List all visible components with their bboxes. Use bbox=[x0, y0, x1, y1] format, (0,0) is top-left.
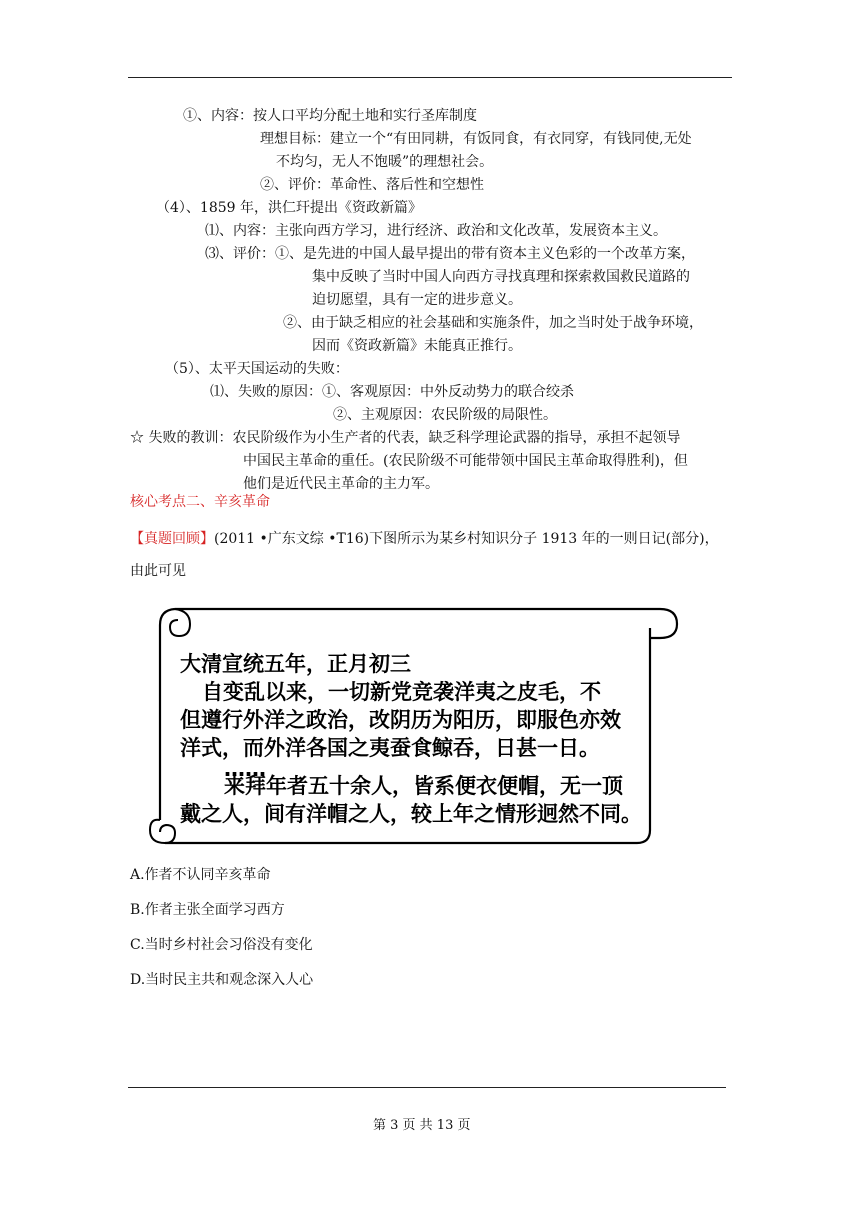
outline-line: 理想目标：建立一个“有田同耕，有饭同食，有衣同穿，有钱同使,无处 bbox=[260, 131, 692, 147]
diary-line: 洋式，而外洋各国之夷蚕食鲸吞，日甚一日。 bbox=[180, 736, 600, 760]
outline-line: （5）、太平天国运动的失败： bbox=[165, 361, 349, 377]
question-stem-cont: 由此可见 bbox=[130, 563, 186, 579]
outline-line: ②、评价：革命性、落后性和空想性 bbox=[260, 177, 484, 193]
outline-line: ☆ 失败的教训：农民阶级作为小生产者的代表，缺乏科学理论武器的指导，承担不起领导 bbox=[130, 430, 681, 446]
outline-line: ①、内容：按人口平均分配土地和实行圣库制度 bbox=[183, 108, 477, 124]
outline-line: ⑶、评价：①、是先进的中国人最早提出的带有资本主义色彩的一个改革方案， bbox=[205, 246, 695, 262]
footer-rule bbox=[128, 1087, 726, 1088]
outline-line: ②、由于缺乏相应的社会基础和实施条件，加之当时处于战争环境， bbox=[283, 315, 703, 331]
option-b[interactable]: B.作者主张全面学习西方 bbox=[130, 902, 285, 918]
outline-line: ⑴、失败的原因：①、客观原因：中外反动势力的联合绞杀 bbox=[210, 384, 574, 400]
page-number: 第 3 页 共 13 页 bbox=[373, 1118, 471, 1133]
outline-line: 集中反映了当时中国人向西方寻找真理和探索救国救民道路的 bbox=[312, 269, 690, 285]
outline-line: （4）、1859 年，洪仁玕提出《资政新篇》 bbox=[156, 200, 422, 216]
question-text: (2011 •广东文综 •T16)下图所示为某乡村知识分子 1913 年的一则日记(部分)， bbox=[214, 531, 719, 547]
diary-date-line: 大清宣统五年，正月初三 bbox=[180, 652, 411, 676]
option-c[interactable]: C.当时乡村社会习俗没有变化 bbox=[130, 937, 313, 953]
diary-line: 自变乱以来，一切新党竞袭洋夷之皮毛，不 bbox=[202, 680, 601, 704]
section-heading: 核心考点二、辛亥革命 bbox=[130, 494, 270, 510]
diary-ellipsis: …… bbox=[224, 757, 266, 781]
question-tag: 【真题回顾】 bbox=[130, 531, 214, 547]
question-stem bbox=[130, 528, 719, 550]
header-rule bbox=[128, 77, 732, 78]
outline-line: 迫切愿望，具有一定的进步意义。 bbox=[312, 292, 522, 308]
outline-line: 中国民主革命的重任。(农民阶级不可能带领中国民主革命取得胜利)，但 bbox=[243, 453, 688, 469]
outline-line: 不均匀，无人不饱暖”的理想社会。 bbox=[276, 154, 494, 170]
diary-line: 戴之人，间有洋帽之人，较上年之情形迥然不同。 bbox=[180, 802, 642, 826]
option-d[interactable]: D.当时民主共和观念深入人心 bbox=[130, 972, 314, 988]
diary-line: 但遵行外洋之政治，改阴历为阳历，即服色亦效 bbox=[180, 708, 621, 732]
outline-line: 他们是近代民主革命的主力军。 bbox=[243, 476, 439, 492]
diary-line: 来拜年者五十余人，皆系便衣便帽，无一顶 bbox=[224, 774, 623, 798]
outline-line: ⑴、内容：主张向西方学习，进行经济、政治和文化改革，发展资本主义。 bbox=[205, 223, 667, 239]
outline-line: ②、主观原因：农民阶级的局限性。 bbox=[333, 407, 557, 423]
outline-line: 因而《资政新篇》未能真正推行。 bbox=[312, 338, 522, 354]
option-a[interactable]: A.作者不认同辛亥革命 bbox=[130, 867, 271, 883]
